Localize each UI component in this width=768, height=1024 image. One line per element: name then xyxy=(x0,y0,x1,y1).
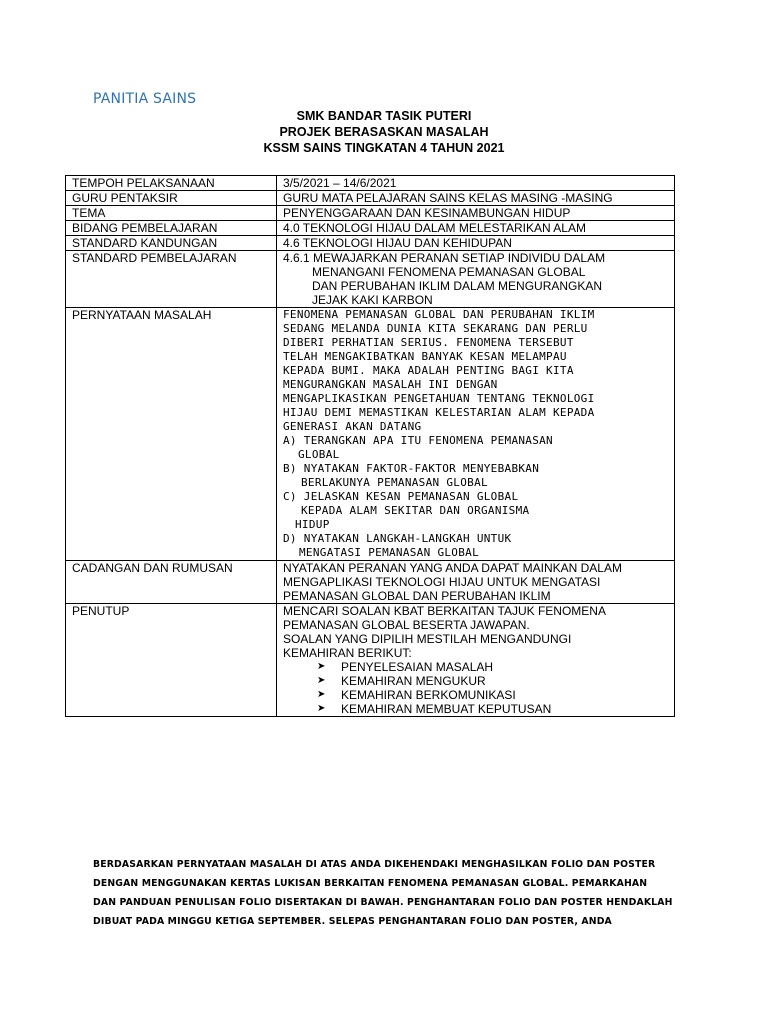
table-row xyxy=(66,308,675,561)
text-line: SEDANG MELANDA DUNIA KITA SEKARANG DAN PERLU xyxy=(283,322,588,335)
text-line: MENGAPLIKASI TEKNOLOGI HIJAU UNTUK MENGATASI xyxy=(283,575,601,589)
task-d: D) NYATAKAN LANGKAH-LANGKAH UNTUK xyxy=(283,532,512,545)
table-row xyxy=(66,561,675,604)
text-line: PEMANASAN GLOBAL DAN PERUBAHAN IKLIM xyxy=(283,589,551,603)
list-item xyxy=(317,674,668,688)
school-name: SMK BANDAR TASIK PUTERI xyxy=(296,109,472,123)
row-label: PERNYATAAN MASALAH xyxy=(66,308,277,561)
text-line: TELAH MENGAKIBATKAN BANYAK KESAN MELAMPAU xyxy=(283,350,567,363)
row-value xyxy=(277,561,675,604)
text-line: SOALAN YANG DIPILIH MESTILAH MENGANDUNGI xyxy=(283,632,572,646)
text-line: GENERASI AKAN DATANG xyxy=(283,420,422,433)
table-row xyxy=(66,176,675,191)
paragraph-line: DIBUAT PADA MINGGU KETIGA SEPTEMBER. SELEPAS PENGHANTARAN FOLIO DAN POSTER, ANDA xyxy=(93,916,612,927)
task-a-cont: GLOBAL xyxy=(298,448,340,461)
row-label: BIDANG PEMBELAJARAN xyxy=(66,221,277,236)
list-item xyxy=(317,660,668,674)
row-label: STANDARD KANDUNGAN xyxy=(66,236,277,251)
table-row xyxy=(66,604,675,717)
task-c-cont: HIDUP xyxy=(295,518,330,531)
arrowhead-bullet-icon: ➤ xyxy=(317,689,326,700)
task-c: C) JELASKAN KESAN PEMANASAN GLOBAL xyxy=(283,490,519,503)
instructions-paragraph xyxy=(93,855,693,931)
committee-label: PANITIA SAINS xyxy=(93,91,197,107)
task-b-cont: BERLAKUNYA PEMANASAN GLOBAL xyxy=(301,476,488,489)
text-line: KEMAHIRAN BERIKUT: xyxy=(283,646,412,660)
row-label: STANDARD PEMBELAJARAN xyxy=(66,251,277,308)
table-row xyxy=(66,236,675,251)
list-item xyxy=(317,688,668,702)
row-value xyxy=(277,251,675,308)
table-row xyxy=(66,221,675,236)
list-item xyxy=(317,702,668,716)
paragraph-line: DAN PANDUAN PENULISAN FOLIO DISERTAKAN DI BAWAH. PENGHANTARAN FOLIO DAN POSTER HENDAKLAH xyxy=(93,897,673,908)
row-label: TEMA xyxy=(66,206,277,221)
task-b: B) NYATAKAN FAKTOR-FAKTOR MENYEBABKAN xyxy=(283,462,540,475)
text-line: MENCARI SOALAN KBAT BERKAITAN TAJUK FENOMENA xyxy=(283,604,606,618)
text-line: FENOMENA PEMANASAN GLOBAL DAN PERUBAHAN IKLIM xyxy=(283,308,595,321)
table-row xyxy=(66,191,675,206)
text-line: MENGURANGKAN MASALAH INI DENGAN xyxy=(283,378,498,391)
text-line: PEMANASAN GLOBAL BESERTA JAWAPAN. xyxy=(283,618,530,632)
row-label: PENUTUP xyxy=(66,604,277,717)
row-value: PENYENGGARAAN DAN KESINAMBUNGAN HIDUP xyxy=(277,206,675,221)
row-label: GURU PENTAKSIR xyxy=(66,191,277,206)
task-a: A) TERANGKAN APA ITU FENOMENA PEMANASAN xyxy=(283,434,553,447)
text-line: MENGAPLIKASIKAN PENGETAHUAN TENTANG TEKNOLOGI xyxy=(283,392,595,405)
paragraph-line: BERDASARKAN PERNYATAAN MASALAH DI ATAS ANDA DIKEHENDAKI MENGHASILKAN FOLIO DAN POSTER xyxy=(93,859,656,870)
table-row xyxy=(66,206,675,221)
subject-title: KSSM SAINS TINGKATAN 4 TAHUN 2021 xyxy=(263,141,505,155)
row-label: CADANGAN DAN RUMUSAN xyxy=(66,561,277,604)
text-line: DAN PERUBAHAN IKLIM DALAM MENGURANGKAN xyxy=(312,279,603,293)
skills-list xyxy=(283,660,668,716)
row-label: TEMPOH PELAKSANAAN xyxy=(66,176,277,191)
row-value: 4.0 TEKNOLOGI HIJAU DALAM MELESTARIKAN ALAM xyxy=(277,221,675,236)
project-title: PROJEK BERASASKAN MASALAH xyxy=(279,125,489,139)
task-d-cont: MENGATASI PEMANASAN GLOBAL xyxy=(299,546,479,559)
row-value: 3/5/2021 – 14/6/2021 xyxy=(277,176,675,191)
text-line: HIJAU DEMI MEMASTIKAN KELESTARIAN ALAM KEPADA xyxy=(283,406,595,419)
task-c-cont: KEPADA ALAM SEKITAR DAN ORGANISMA xyxy=(301,504,530,517)
text-line: KEPADA BUMI. MAKA ADALAH PENTING BAGI KITA xyxy=(283,364,574,377)
text-line: JEJAK KAKI KARBON xyxy=(312,293,433,307)
row-value xyxy=(277,604,675,717)
document-heading xyxy=(0,108,768,156)
text-line: MENANGANI FENOMENA PEMANASAN GLOBAL xyxy=(312,265,586,279)
text-line: DIBERI PERHATIAN SERIUS. FENOMENA TERSEBUT xyxy=(283,336,574,349)
row-value: GURU MATA PELAJARAN SAINS KELAS MASING -MASING xyxy=(277,191,675,206)
table-row xyxy=(66,251,675,308)
list-item-label: KEMAHIRAN MEMBUAT KEPUTUSAN xyxy=(341,702,552,716)
row-value: 4.6 TEKNOLOGI HIJAU DAN KEHIDUPAN xyxy=(277,236,675,251)
row-value xyxy=(277,308,675,561)
arrowhead-bullet-icon: ➤ xyxy=(317,661,326,672)
list-item-label: PENYELESAIAN MASALAH xyxy=(341,660,494,674)
arrowhead-bullet-icon: ➤ xyxy=(317,675,326,686)
arrowhead-bullet-icon: ➤ xyxy=(317,703,326,714)
text-line: NYATAKAN PERANAN YANG ANDA DAPAT MAINKAN DALAM xyxy=(283,561,622,575)
project-details-table xyxy=(65,175,675,717)
list-item-label: KEMAHIRAN BERKOMUNIKASI xyxy=(341,688,516,702)
text-line: 4.6.1 MEWAJARKAN PERANAN SETIAP INDIVIDU DALAM xyxy=(283,251,606,265)
paragraph-line: DENGAN MENGGUNAKAN KERTAS LUKISAN BERKAITAN FENOMENA PEMANASAN GLOBAL. PEMARKAHAN xyxy=(93,878,648,889)
list-item-label: KEMAHIRAN MENGUKUR xyxy=(341,674,486,688)
